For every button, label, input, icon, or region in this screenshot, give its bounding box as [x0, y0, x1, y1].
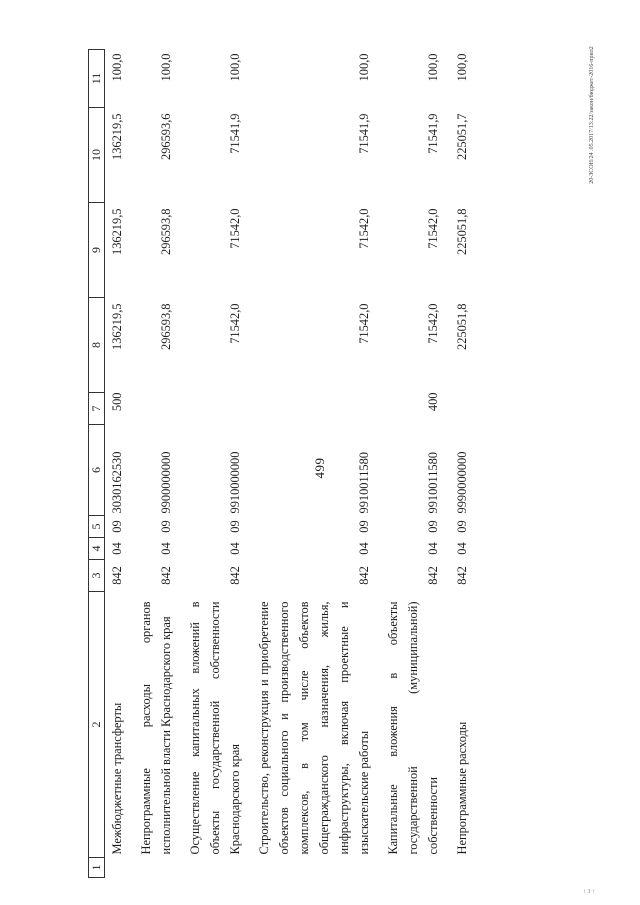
- expense-type-cell: [251, 393, 380, 425]
- table-row: [182, 50, 251, 878]
- column-number: 10: [89, 108, 105, 203]
- budget-table-rotated: [88, 50, 520, 878]
- table-row: [133, 50, 182, 878]
- column-number: 3: [89, 560, 105, 592]
- amount-cell: 71542,0: [357, 303, 371, 344]
- ministry-code-cell: 842: [159, 566, 173, 585]
- amount-cell: 136219,5: [110, 113, 124, 160]
- expenditure-name-cell: Осуществление капитальных вложений в объекты государственной собственности Краснодарского края: [188, 601, 242, 855]
- expenditure-name-cell: Непрограммные расходы органов исполнительной власти Краснодарского края: [139, 601, 173, 855]
- amount-cell: 225051,8: [455, 303, 469, 350]
- percent-cell: 100,0: [357, 53, 371, 82]
- percent-cell: 100,0: [426, 53, 440, 82]
- percent-cell: 100,0: [228, 53, 242, 82]
- table-row: [380, 50, 449, 878]
- section-code-cell: 04: [426, 542, 440, 555]
- column-number: 6: [89, 425, 105, 516]
- target-article-cell: 3030162530: [110, 451, 124, 514]
- subsection-code-cell: 09: [228, 520, 242, 533]
- corner-mark: ↑ 3 ↑: [583, 889, 595, 895]
- expense-type-cell: 500: [110, 392, 124, 412]
- table-row: [251, 50, 380, 878]
- amount-cell: 225051,7: [455, 113, 469, 160]
- target-article-cell: 9910011580: [357, 452, 371, 514]
- amount-cell: 71542,0: [426, 208, 440, 249]
- column-number: 8: [89, 298, 105, 393]
- subsection-code-cell: 09: [455, 520, 469, 533]
- expense-type-cell: [182, 393, 251, 425]
- section-code-cell: 04: [228, 542, 242, 555]
- section-code-cell: 04: [357, 542, 371, 555]
- amount-cell: 71542,0: [228, 208, 242, 249]
- amount-cell: 71541,9: [426, 113, 440, 154]
- expenditure-name-cell: Межбюджетные трансферты: [110, 702, 124, 855]
- ministry-code-cell: 842: [426, 566, 440, 585]
- expenditure-name-cell: Непрограммные расходы: [455, 721, 469, 855]
- amount-cell: 71542,0: [426, 303, 440, 344]
- amount-cell: 136219,5: [110, 303, 124, 350]
- target-article-cell: 9910011580: [426, 452, 440, 514]
- percent-cell: 100,0: [159, 53, 173, 82]
- column-number: 9: [89, 203, 105, 298]
- amount-cell: 71542,0: [228, 303, 242, 344]
- percent-cell: 100,0: [110, 53, 124, 82]
- amount-cell: 71541,9: [228, 113, 242, 154]
- ministry-code-cell: 842: [455, 566, 469, 585]
- subsection-code-cell: 09: [426, 520, 440, 533]
- column-number-row: [89, 50, 105, 878]
- column-number: 1: [89, 858, 105, 878]
- table-row: [105, 50, 134, 878]
- page-number: 499: [312, 457, 327, 479]
- subsection-code-cell: 09: [357, 520, 371, 533]
- target-article-cell: 9990000000: [455, 451, 469, 514]
- row-number-cell: [105, 858, 134, 878]
- row-number-cell: [380, 858, 449, 878]
- document-code: 20-ЗСОН/24 .05.2017/13:22/закон/бюджет-2016-прил2: [589, 46, 595, 184]
- row-number-cell: [133, 858, 182, 878]
- amount-cell: 296593,8: [159, 303, 173, 350]
- expenditure-name-cell: Строительство, реконструкция и приобретение объектов социального и производственного комплексов, в том числе объектов общегражданского назначения, жилья, инфраструктуры, включая проектные и изыскательские работы: [257, 601, 371, 855]
- expense-type-cell: [449, 393, 474, 425]
- expense-type-cell: [133, 393, 182, 425]
- expenditure-name-cell: Капитальные вложения в объекты государственной (муниципальной) собственности: [386, 601, 440, 855]
- column-number: 4: [89, 538, 105, 560]
- amount-cell: 296593,8: [159, 208, 173, 255]
- subsection-code-cell: 09: [110, 520, 124, 533]
- ministry-code-cell: 842: [357, 566, 371, 585]
- amount-cell: 71541,9: [357, 113, 371, 154]
- expense-type-cell: 400: [426, 392, 440, 412]
- row-number-cell: [182, 858, 251, 878]
- row-number-cell: [251, 858, 380, 878]
- column-number: 7: [89, 393, 105, 425]
- ministry-code-cell: 842: [110, 566, 124, 585]
- section-code-cell: 04: [455, 542, 469, 555]
- section-code-cell: 04: [159, 542, 173, 555]
- subsection-code-cell: 09: [159, 520, 173, 533]
- table-row: [449, 50, 474, 878]
- target-article-cell: 9910000000: [228, 451, 242, 514]
- amount-cell: 225051,8: [455, 208, 469, 255]
- ministry-code-cell: 842: [228, 566, 242, 585]
- percent-cell: 100,0: [455, 53, 469, 82]
- column-number: 2: [89, 592, 105, 858]
- target-article-cell: 9900000000: [159, 451, 173, 514]
- budget-table: [88, 49, 474, 878]
- amount-cell: 71542,0: [357, 208, 371, 249]
- column-number: 11: [89, 50, 105, 108]
- column-number: 5: [89, 516, 105, 538]
- row-number-cell: [449, 858, 474, 878]
- section-code-cell: 04: [110, 542, 124, 555]
- amount-cell: 296593,6: [159, 113, 173, 160]
- amount-cell: 136219,5: [110, 208, 124, 255]
